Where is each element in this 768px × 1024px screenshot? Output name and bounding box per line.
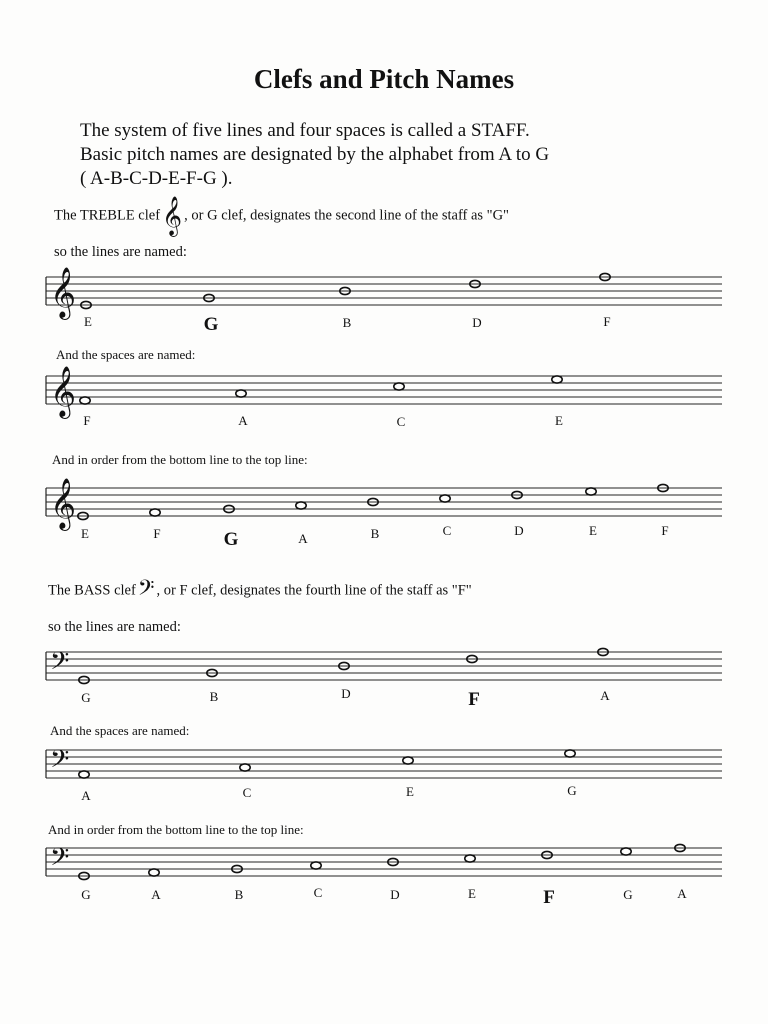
whole-note [296, 502, 306, 509]
intro-line-2: Basic pitch names are designated by the alphabet from A to G [80, 144, 550, 165]
note-label: E [589, 523, 597, 538]
treble-clef-icon: 𝄞 [50, 267, 77, 318]
whole-note [403, 757, 413, 764]
note-label: E [84, 314, 92, 329]
whole-note [586, 488, 596, 495]
note-label: C [442, 523, 452, 538]
note-label: E [406, 784, 414, 799]
bass-lines-caption: so the lines are named: [48, 619, 181, 635]
note-label: D [472, 315, 482, 330]
treble-spaces-caption: And the spaces are named: [56, 347, 196, 362]
note-label: B [370, 526, 380, 541]
whole-note [621, 848, 631, 855]
bass-desc-before: The BASS clef [48, 582, 136, 599]
page-title: Clefs and Pitch Names [253, 64, 515, 94]
note-label: A [81, 788, 91, 803]
whole-note [311, 862, 321, 869]
note-label: G [567, 783, 577, 798]
note-label: E [468, 886, 476, 901]
treble-lines-caption: so the lines are named: [54, 244, 187, 260]
whole-note [79, 771, 89, 778]
note-label: A [151, 887, 161, 902]
whole-note [394, 383, 404, 390]
note-label: F [468, 689, 480, 710]
note-label: F [83, 413, 91, 428]
note-label: D [341, 686, 351, 701]
treble-clef-icon: 𝄞 [50, 478, 77, 529]
whole-note [440, 495, 450, 502]
treble-clef-icon: 𝄞 [50, 366, 77, 417]
whole-note [80, 397, 90, 404]
whole-note [552, 376, 562, 383]
note-label: G [81, 887, 91, 902]
note-label: E [555, 413, 563, 428]
bass-desc-after: , or F clef, designates the fourth line of the staff as "F" [156, 582, 472, 599]
whole-note [149, 869, 159, 876]
intro-line-3: ( A-B-C-D-E-F-G ). [80, 168, 233, 189]
whole-note [236, 390, 246, 397]
note-label: F [153, 526, 161, 541]
note-label: G [81, 690, 91, 705]
note-label: G [623, 887, 633, 902]
note-label: E [81, 526, 89, 541]
bass-order-caption: And in order from the bottom line to the top line: [48, 822, 304, 837]
note-label: D [514, 523, 524, 538]
note-label: C [313, 885, 323, 900]
bass-spaces-caption: And the spaces are named: [50, 723, 190, 738]
treble-order-caption: And in order from the bottom line to the top line: [52, 452, 308, 467]
treble-desc-after: , or G clef, designates the second line of the staff as "G" [184, 207, 509, 224]
intro-line-1: The system of five lines and four spaces is called a STAFF. [80, 120, 530, 141]
note-label: G [223, 529, 239, 550]
note-label: F [543, 887, 555, 908]
bass-clef-icon: 𝄢 [50, 843, 70, 878]
note-label: B [342, 315, 352, 330]
bass-clef-icon: 𝄢 [50, 745, 70, 780]
note-label: C [396, 414, 406, 429]
whole-note [565, 750, 575, 757]
bass-clef-icon: 𝄢 [137, 576, 155, 606]
note-label: A [298, 531, 308, 546]
whole-note [465, 855, 475, 862]
note-label: D [390, 887, 400, 902]
note-label: B [234, 887, 244, 902]
note-label: C [242, 785, 252, 800]
note-label: G [203, 314, 219, 335]
note-label: B [209, 689, 219, 704]
note-label: A [238, 413, 248, 428]
treble-clef-icon: 𝄞 [162, 196, 183, 236]
note-label: F [661, 523, 669, 538]
bass-description [48, 576, 472, 606]
note-label: F [603, 314, 611, 329]
whole-note [240, 764, 250, 771]
bass-clef-icon: 𝄢 [50, 647, 70, 682]
whole-note [150, 509, 160, 516]
note-label: A [600, 688, 610, 703]
note-label: A [677, 886, 687, 901]
treble-desc-before: The TREBLE clef [54, 207, 161, 224]
